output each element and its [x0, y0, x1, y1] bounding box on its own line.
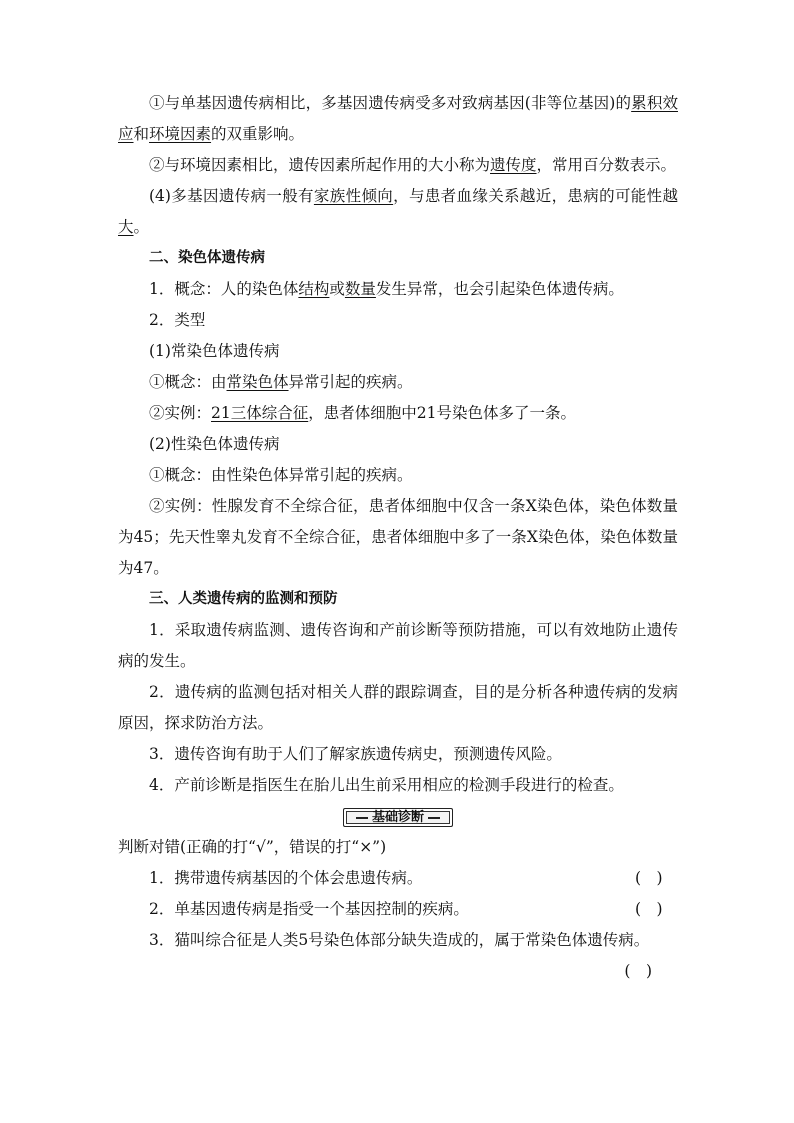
sex-chromosome-example: ②实例：性腺发育不全综合征，患者体细胞中仅含一条X染色体，染色体数量为45；先天性睾丸发育不全综合征，患者体细胞中多了一条X染色体，染色体数量为47。: [118, 497, 678, 577]
answer-blank[interactable]: ( ): [624, 962, 652, 980]
chromosome-concept: 1．概念：人的染色体结构或数量发生异常，也会引起染色体遗传病。: [149, 280, 624, 298]
banner-right-rule: [428, 817, 440, 819]
underlined-term: 累积效应: [118, 94, 678, 143]
autosomal-concept: ①概念：由常染色体异常引起的疾病。: [149, 373, 413, 391]
answer-blank[interactable]: ( ): [635, 869, 663, 887]
answer-blank[interactable]: ( ): [635, 900, 663, 918]
paragraph-family-tendency: (4)多基因遗传病一般有家族性倾向，与患者血缘关系越近，患病的可能性越大。: [118, 187, 678, 236]
paragraph-heritability: ②与环境因素相比，遗传因素所起作用的大小称为遗传度，常用百分数表示。: [149, 156, 677, 174]
section-heading-monitoring: 三、人类遗传病的监测和预防: [149, 591, 338, 607]
question-3-answer-row: [118, 956, 678, 987]
paragraph-cumulative-effect: ①与单基因遗传病相比，多基因遗传病受多对致病基因(非等位基因)的累积效应和环境因素的双重影响。: [118, 94, 678, 143]
monitoring-item-3: 3．遗传咨询有助于人们了解家族遗传病史，预测遗传风险。: [149, 745, 562, 763]
underlined-term: 家族性倾向: [313, 187, 394, 205]
monitoring-item-1: 1．采取遗传病监测、遗传咨询和产前诊断等预防措施，可以有效地防止遗传病的发生。: [118, 621, 678, 670]
sex-chromosome-concept: ①概念：由性染色体异常引起的疾病。: [149, 466, 413, 484]
underlined-term: 结构: [298, 280, 330, 298]
judge-instruction: 判断对错(正确的打“√”，错误的打“×”): [118, 838, 387, 856]
section-heading-chromosome-disease: 二、染色体遗传病: [149, 250, 265, 266]
underlined-term: 遗传度: [490, 156, 537, 174]
sex-chromosome-heading: (2)性染色体遗传病: [149, 435, 280, 453]
underlined-term: 环境因素: [149, 125, 212, 143]
monitoring-item-4: 4．产前诊断是指医生在胎儿出生前采用相应的检测手段进行的检查。: [149, 776, 624, 794]
underlined-term: 大: [118, 218, 134, 236]
question-1: [118, 863, 678, 894]
autosomal-heading: (1)常染色体遗传病: [149, 342, 280, 360]
question-text: 1．携带遗传病基因的个体会患遗传病。: [149, 869, 423, 887]
underlined-term: 常染色体: [226, 373, 289, 391]
banner-label: 基础诊断: [371, 810, 424, 825]
basic-diagnosis-banner-row: [118, 801, 678, 832]
monitoring-item-2: 2．遗传病的监测包括对相关人群的跟踪调查，目的是分析各种遗传病的发病原因，探求防治方法。: [118, 683, 678, 732]
autosomal-example: ②实例：21三体综合征，患者体细胞中21号染色体多了一条。: [149, 404, 576, 422]
question-text: 3．猫叫综合征是人类5号染色体部分缺失造成的，属于常染色体遗传病。: [149, 931, 650, 949]
banner-left-rule: [356, 817, 368, 819]
question-text: 2．单基因遗传病是指受一个基因控制的疾病。: [149, 900, 469, 918]
types-heading: 2．类型: [149, 311, 206, 329]
underlined-term: 数量: [344, 280, 376, 298]
document-page: [118, 88, 678, 987]
underlined-term: 21三体综合征: [211, 404, 309, 422]
basic-diagnosis-banner: [343, 808, 453, 827]
question-2: [118, 894, 678, 925]
question-3: [118, 925, 678, 956]
